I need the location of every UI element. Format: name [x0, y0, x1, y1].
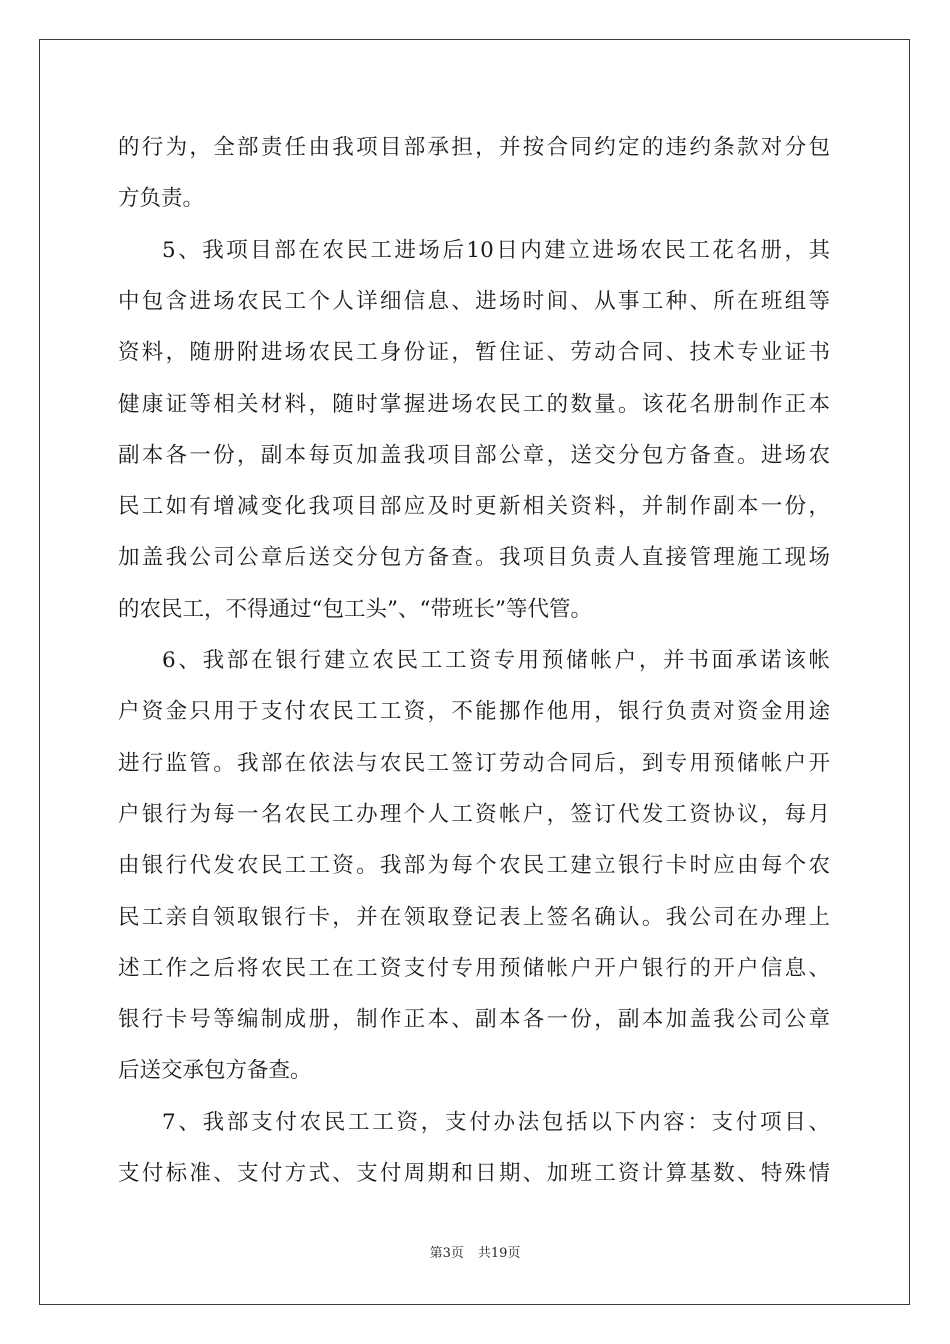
text-line: 后送交承包方备查。: [118, 1058, 312, 1084]
text-line: 户资金只用于支付农民工工资，不能挪作他用，银行负责对资金用途: [118, 699, 830, 725]
text-line: 6、我部在银行建立农民工工资专用预储帐户，并书面承诺该帐: [162, 648, 830, 673]
text-line: 银行卡号等编制成册，制作正本、副本各一份，副本加盖我公司公章: [118, 1007, 830, 1033]
text-line: 支付标准、支付方式、支付周期和日期、加班工资计算基数、特殊情: [118, 1161, 830, 1186]
page-number: 第3页: [429, 1246, 464, 1261]
text-line: 由银行代发农民工工资。我部为每个农民工建立银行卡时应由每个农: [118, 853, 830, 879]
text-line: 7、我部支付农民工工资，支付办法包括以下内容：支付项目、: [162, 1109, 830, 1135]
text-line: 资料，随册附进场农民工身份证，暂住证、劳动合同、技术专业证书: [118, 340, 830, 366]
text-line: 的农民工，不得通过“包工头”、“带班长”等代管。: [118, 596, 592, 622]
text-line: 的行为，全部责任由我项目部承担，并按合同约定的违约条款对分包: [118, 135, 830, 160]
text-line: 5、我项目部在农民工进场后10日内建立进场农民工花名册，其: [162, 237, 830, 263]
page-footer: [0, 1245, 950, 1263]
text-line: 方负责。: [118, 186, 205, 212]
text-line: 副本各一份，副本每页加盖我项目部公章，送交分包方备查。进场农: [118, 442, 830, 468]
text-line: 述工作之后将农民工在工资支付专用预储帐户开户银行的开户信息、: [118, 955, 830, 981]
text-line: 民工亲自领取银行卡，并在领取登记表上签名确认。我公司在办理上: [118, 904, 830, 930]
page-total: 共19页: [477, 1246, 521, 1261]
text-line: 民工如有增减变化我项目部应及时更新相关资料，并制作副本一份，: [118, 494, 830, 520]
text-line: 中包含进场农民工个人详细信息、进场时间、从事工种、所在班组等: [118, 288, 830, 314]
text-line: 健康证等相关材料，随时掌握进场农民工的数量。该花名册制作正本: [118, 391, 830, 417]
text-line: 加盖我公司公章后送交分包方备查。我项目负责人直接管理施工现场: [118, 545, 830, 571]
text-line: 户银行为每一名农民工办理个人工资帐户，签订代发工资协议，每月: [118, 801, 830, 827]
text-line: 进行监管。我部在依法与农民工签订劳动合同后，到专用预储帐户开: [118, 750, 830, 776]
